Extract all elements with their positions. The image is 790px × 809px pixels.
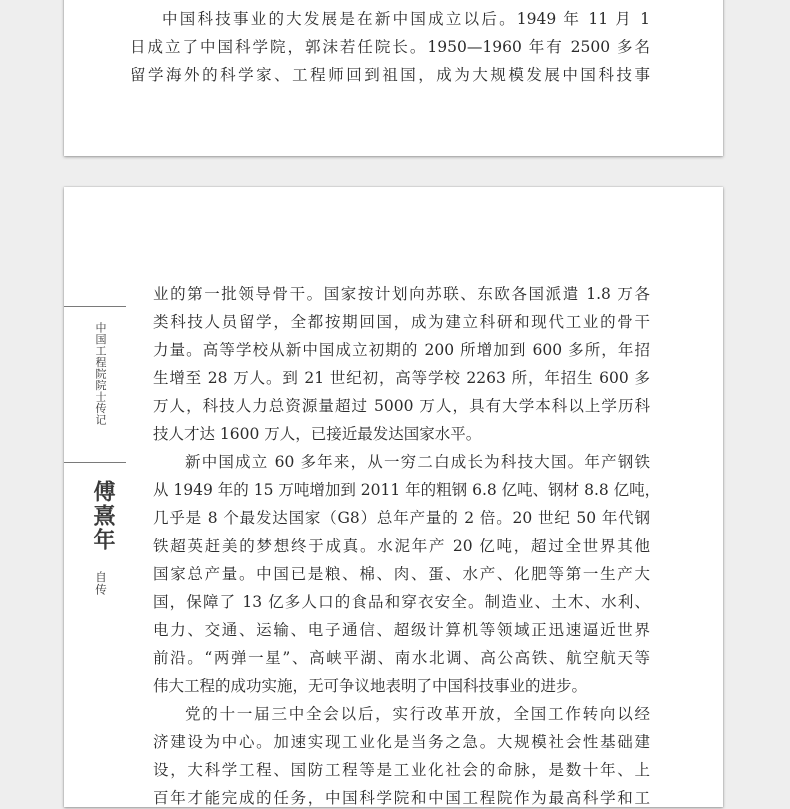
text-line: 济建设为中心。加速实现工业化是当务之急。大规模社会性基础建: [153, 733, 650, 751]
text-line: 设，大科学工程、国防工程等是工业化社会的命脉，是数十年、上: [153, 761, 650, 779]
text-line: 留学海外的科学家、工程师回到祖国，成为大规模发展中国科技事: [130, 66, 650, 84]
text-line: 电力、交通、运输、电子通信、超级计算机等领域正迅速逼近世界: [153, 621, 650, 639]
text-line: 技人才达 1600 万人，已接近最发达国家水平。: [153, 425, 482, 443]
text-line: 新中国成立 60 多年来，从一穷二白成长为科技大国。年产钢铁: [185, 453, 650, 471]
running-header-divider: [64, 462, 126, 463]
previous-page: [64, 0, 723, 156]
text-line: 党的十一届三中全会以后，实行改革开放，全国工作转向以经: [185, 705, 650, 723]
running-header-series: 中国工程院院士传记: [94, 322, 107, 426]
text-line: 中国科技事业的大发展是在新中国成立以后。1949 年 11 月 1: [162, 10, 650, 28]
running-header-top-rule: [64, 306, 126, 307]
text-line: 从 1949 年的 15 万吨增加到 2011 年的粗钢 6.8 亿吨、钢材 8.8 亿吨，: [153, 481, 661, 499]
current-page: [64, 187, 723, 807]
text-line: 万人，科技人力总资源量超过 5000 万人，具有大学本科以上学历科: [153, 397, 650, 415]
running-header-subtitle: 自传: [94, 571, 108, 596]
text-line: 生增至 28 万人。到 21 世纪初，高等学校 2263 所，年招生 600 多: [153, 369, 650, 387]
text-line: 前沿。“两弹一星”、高峡平湖、南水北调、高公高铁、航空航天等: [153, 649, 650, 667]
running-header-author-name: 傅熹年: [90, 480, 116, 552]
text-line: 国家总产量。中国已是粮、棉、肉、蛋、水产、化肥等第一生产大: [153, 565, 650, 583]
text-line: 国，保障了 13 亿多人口的食品和穿衣安全。制造业、土木、水利、: [153, 593, 650, 611]
text-line: 百年才能完成的任务，中国科学院和中国工程院作为最高科学和工: [153, 789, 650, 807]
text-line: 类科技人员留学，全都按期回国，成为建立科研和现代工业的骨干: [153, 313, 650, 331]
text-line: 铁超英赶美的梦想终于成真。水泥年产 20 亿吨，超过全世界其他: [153, 537, 650, 555]
text-line: 日成立了中国科学院，郭沫若任院长。1950—1960 年有 2500 多名: [130, 38, 650, 56]
text-line: 力量。高等学校从新中国成立初期的 200 所增加到 600 多所，年招: [153, 341, 650, 359]
text-line: 业的第一批领导骨干。国家按计划向苏联、东欧各国派遣 1.8 万各: [153, 285, 650, 303]
text-line: 伟大工程的成功实施，无可争议地表明了中国科技事业的进步。: [153, 677, 588, 695]
text-line: 几乎是 8 个最发达国家（G8）总年产量的 2 倍。20 世纪 50 年代钢: [153, 509, 650, 527]
